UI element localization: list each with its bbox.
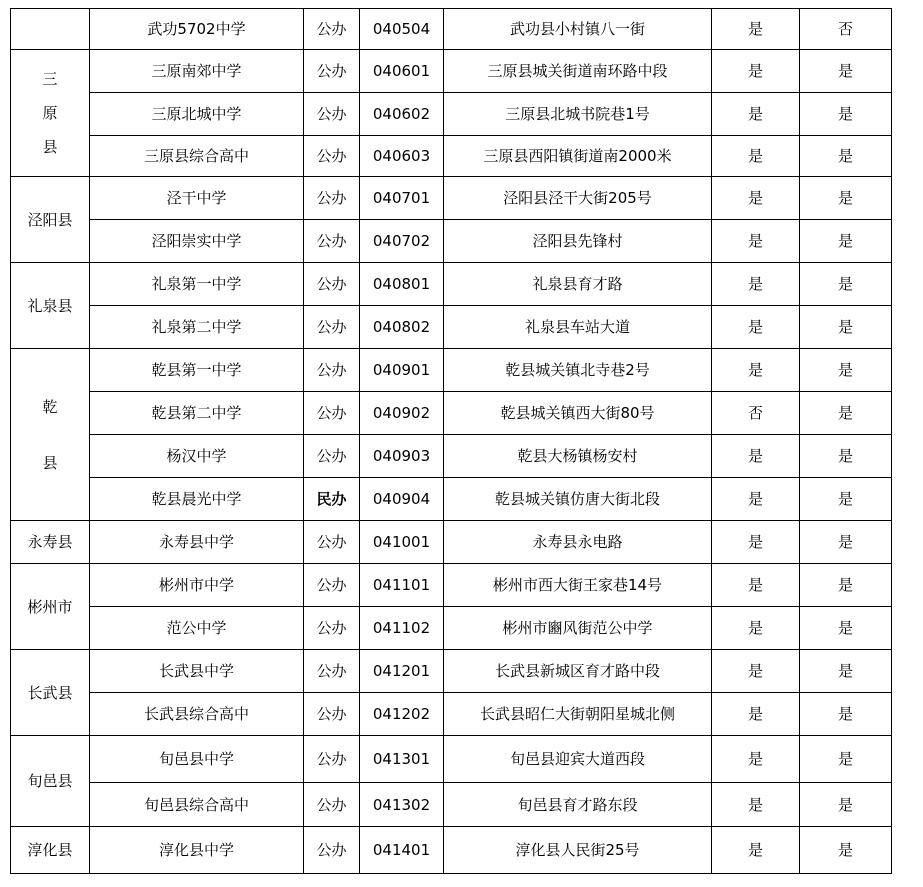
flag-a-cell: 是 bbox=[712, 9, 800, 50]
flag-b-cell: 是 bbox=[800, 136, 892, 177]
address-cell: 长武县新城区育才路中段 bbox=[444, 650, 712, 693]
school-type-cell: 公办 bbox=[304, 220, 360, 263]
table-row bbox=[11, 392, 892, 435]
flag-b-cell: 是 bbox=[800, 93, 892, 136]
school-name-cell: 彬州市中学 bbox=[90, 564, 304, 607]
flag-a-cell: 是 bbox=[712, 220, 800, 263]
school-code-cell: 040802 bbox=[360, 306, 444, 349]
school-code-cell: 041001 bbox=[360, 521, 444, 564]
school-name-cell: 永寿县中学 bbox=[90, 521, 304, 564]
flag-b-cell: 是 bbox=[800, 783, 892, 827]
county-cell bbox=[11, 9, 90, 50]
address-cell: 旬邑县育才路东段 bbox=[444, 783, 712, 827]
flag-a-cell: 是 bbox=[712, 93, 800, 136]
address-cell: 乾县城关镇北寺巷2号 bbox=[444, 349, 712, 392]
county-cell-changwu: 长武县 bbox=[11, 650, 90, 736]
school-name-cell: 乾县晨光中学 bbox=[90, 478, 304, 521]
flag-b-cell: 是 bbox=[800, 177, 892, 220]
school-name-cell: 武功5702中学 bbox=[90, 9, 304, 50]
address-cell: 乾县大杨镇杨安村 bbox=[444, 435, 712, 478]
table-row bbox=[11, 263, 892, 306]
school-type-cell: 公办 bbox=[304, 607, 360, 650]
address-cell: 礼泉县车站大道 bbox=[444, 306, 712, 349]
county-cell-qianxian bbox=[11, 349, 90, 521]
flag-b-cell: 是 bbox=[800, 349, 892, 392]
county-label: 三原县 bbox=[42, 70, 58, 156]
flag-a-cell: 是 bbox=[712, 827, 800, 874]
flag-b-cell: 是 bbox=[800, 478, 892, 521]
school-name-cell: 乾县第一中学 bbox=[90, 349, 304, 392]
school-name-cell: 长武县综合高中 bbox=[90, 693, 304, 736]
address-cell: 长武县昭仁大街朝阳星城北侧 bbox=[444, 693, 712, 736]
school-name-cell: 杨汉中学 bbox=[90, 435, 304, 478]
school-name-cell: 三原南郊中学 bbox=[90, 50, 304, 93]
address-cell: 乾县城关镇仿唐大街北段 bbox=[444, 478, 712, 521]
school-code-cell: 040701 bbox=[360, 177, 444, 220]
school-code-cell: 041301 bbox=[360, 736, 444, 783]
flag-b-cell: 是 bbox=[800, 435, 892, 478]
school-name-cell: 旬邑县综合高中 bbox=[90, 783, 304, 827]
school-type-cell: 公办 bbox=[304, 263, 360, 306]
table-row bbox=[11, 607, 892, 650]
county-cell-binzhou: 彬州市 bbox=[11, 564, 90, 650]
flag-a-cell: 是 bbox=[712, 50, 800, 93]
address-cell: 三原县城关街道南环路中段 bbox=[444, 50, 712, 93]
school-name-cell: 礼泉第二中学 bbox=[90, 306, 304, 349]
school-type-cell: 公办 bbox=[304, 50, 360, 93]
flag-b-cell: 是 bbox=[800, 263, 892, 306]
flag-a-cell: 是 bbox=[712, 564, 800, 607]
county-label: 乾县 bbox=[42, 397, 58, 472]
flag-b-cell: 是 bbox=[800, 220, 892, 263]
school-name-cell: 三原北城中学 bbox=[90, 93, 304, 136]
school-type-cell: 公办 bbox=[304, 693, 360, 736]
table-row bbox=[11, 521, 892, 564]
school-type-cell: 公办 bbox=[304, 736, 360, 783]
table-row bbox=[11, 736, 892, 783]
school-code-cell: 040504 bbox=[360, 9, 444, 50]
address-cell: 淳化县人民街25号 bbox=[444, 827, 712, 874]
flag-a-cell: 是 bbox=[712, 650, 800, 693]
school-name-cell: 礼泉第一中学 bbox=[90, 263, 304, 306]
flag-b-cell: 是 bbox=[800, 50, 892, 93]
table-row bbox=[11, 349, 892, 392]
school-type-cell: 公办 bbox=[304, 306, 360, 349]
flag-a-cell: 是 bbox=[712, 783, 800, 827]
table-row bbox=[11, 136, 892, 177]
table-row bbox=[11, 93, 892, 136]
flag-b-cell: 是 bbox=[800, 650, 892, 693]
table-row bbox=[11, 783, 892, 827]
school-type-cell: 民办 bbox=[304, 478, 360, 521]
table-row bbox=[11, 435, 892, 478]
table-row bbox=[11, 50, 892, 93]
school-table bbox=[10, 8, 892, 874]
table-row bbox=[11, 306, 892, 349]
table-row bbox=[11, 177, 892, 220]
school-code-cell: 041202 bbox=[360, 693, 444, 736]
address-cell: 彬州市西大街王家巷14号 bbox=[444, 564, 712, 607]
school-name-cell: 范公中学 bbox=[90, 607, 304, 650]
school-code-cell: 040801 bbox=[360, 263, 444, 306]
table-row bbox=[11, 650, 892, 693]
school-name-cell: 旬邑县中学 bbox=[90, 736, 304, 783]
school-type-cell: 公办 bbox=[304, 177, 360, 220]
flag-b-cell: 是 bbox=[800, 693, 892, 736]
flag-a-cell: 是 bbox=[712, 136, 800, 177]
address-cell: 旬邑县迎宾大道西段 bbox=[444, 736, 712, 783]
school-code-cell: 040904 bbox=[360, 478, 444, 521]
county-cell-chunhua: 淳化县 bbox=[11, 827, 90, 874]
address-cell: 泾阳县先锋村 bbox=[444, 220, 712, 263]
table-row bbox=[11, 220, 892, 263]
address-cell: 泾阳县泾干大街205号 bbox=[444, 177, 712, 220]
flag-a-cell: 是 bbox=[712, 478, 800, 521]
flag-b-cell: 是 bbox=[800, 736, 892, 783]
flag-a-cell: 是 bbox=[712, 521, 800, 564]
address-cell: 乾县城关镇西大街80号 bbox=[444, 392, 712, 435]
address-cell: 永寿县永电路 bbox=[444, 521, 712, 564]
school-name-cell: 淳化县中学 bbox=[90, 827, 304, 874]
school-code-cell: 040902 bbox=[360, 392, 444, 435]
school-name-cell: 泾阳崇实中学 bbox=[90, 220, 304, 263]
school-code-cell: 040602 bbox=[360, 93, 444, 136]
flag-b-cell: 是 bbox=[800, 392, 892, 435]
school-code-cell: 041302 bbox=[360, 783, 444, 827]
school-type-cell: 公办 bbox=[304, 392, 360, 435]
flag-a-cell: 是 bbox=[712, 306, 800, 349]
county-cell-sanyuan bbox=[11, 50, 90, 177]
school-name-cell: 泾干中学 bbox=[90, 177, 304, 220]
school-type-cell: 公办 bbox=[304, 435, 360, 478]
table-row bbox=[11, 693, 892, 736]
school-code-cell: 040601 bbox=[360, 50, 444, 93]
address-cell: 武功县小村镇八一街 bbox=[444, 9, 712, 50]
school-type-cell: 公办 bbox=[304, 521, 360, 564]
county-cell-liquan: 礼泉县 bbox=[11, 263, 90, 349]
school-code-cell: 040702 bbox=[360, 220, 444, 263]
school-code-cell: 041201 bbox=[360, 650, 444, 693]
school-code-cell: 040603 bbox=[360, 136, 444, 177]
school-type-cell: 公办 bbox=[304, 564, 360, 607]
flag-a-cell: 否 bbox=[712, 392, 800, 435]
flag-b-cell: 是 bbox=[800, 827, 892, 874]
flag-b-cell: 是 bbox=[800, 521, 892, 564]
school-code-cell: 041101 bbox=[360, 564, 444, 607]
school-type-cell: 公办 bbox=[304, 349, 360, 392]
flag-a-cell: 是 bbox=[712, 263, 800, 306]
school-type-cell: 公办 bbox=[304, 827, 360, 874]
address-cell: 三原县北城书院巷1号 bbox=[444, 93, 712, 136]
table-row bbox=[11, 9, 892, 50]
flag-b-cell: 是 bbox=[800, 564, 892, 607]
address-cell: 三原县西阳镇街道南2000米 bbox=[444, 136, 712, 177]
county-cell-jingyang: 泾阳县 bbox=[11, 177, 90, 263]
school-code-cell: 040901 bbox=[360, 349, 444, 392]
table-row bbox=[11, 564, 892, 607]
address-cell: 礼泉县育才路 bbox=[444, 263, 712, 306]
table-row bbox=[11, 478, 892, 521]
flag-a-cell: 是 bbox=[712, 349, 800, 392]
school-type-cell: 公办 bbox=[304, 650, 360, 693]
flag-b-cell: 是 bbox=[800, 306, 892, 349]
flag-a-cell: 是 bbox=[712, 177, 800, 220]
school-name-cell: 长武县中学 bbox=[90, 650, 304, 693]
flag-a-cell: 是 bbox=[712, 736, 800, 783]
county-cell-yongshou: 永寿县 bbox=[11, 521, 90, 564]
flag-a-cell: 是 bbox=[712, 607, 800, 650]
school-type-cell: 公办 bbox=[304, 9, 360, 50]
school-name-cell: 三原县综合高中 bbox=[90, 136, 304, 177]
table-row bbox=[11, 827, 892, 874]
flag-a-cell: 是 bbox=[712, 693, 800, 736]
school-type-cell: 公办 bbox=[304, 783, 360, 827]
address-cell: 彬州市豳风街范公中学 bbox=[444, 607, 712, 650]
school-code-cell: 040903 bbox=[360, 435, 444, 478]
school-code-cell: 041102 bbox=[360, 607, 444, 650]
school-type-cell: 公办 bbox=[304, 136, 360, 177]
school-name-cell: 乾县第二中学 bbox=[90, 392, 304, 435]
school-type-cell: 公办 bbox=[304, 93, 360, 136]
flag-a-cell: 是 bbox=[712, 435, 800, 478]
flag-b-cell: 是 bbox=[800, 607, 892, 650]
flag-b-cell: 否 bbox=[800, 9, 892, 50]
school-code-cell: 041401 bbox=[360, 827, 444, 874]
county-cell-xunyi: 旬邑县 bbox=[11, 736, 90, 827]
